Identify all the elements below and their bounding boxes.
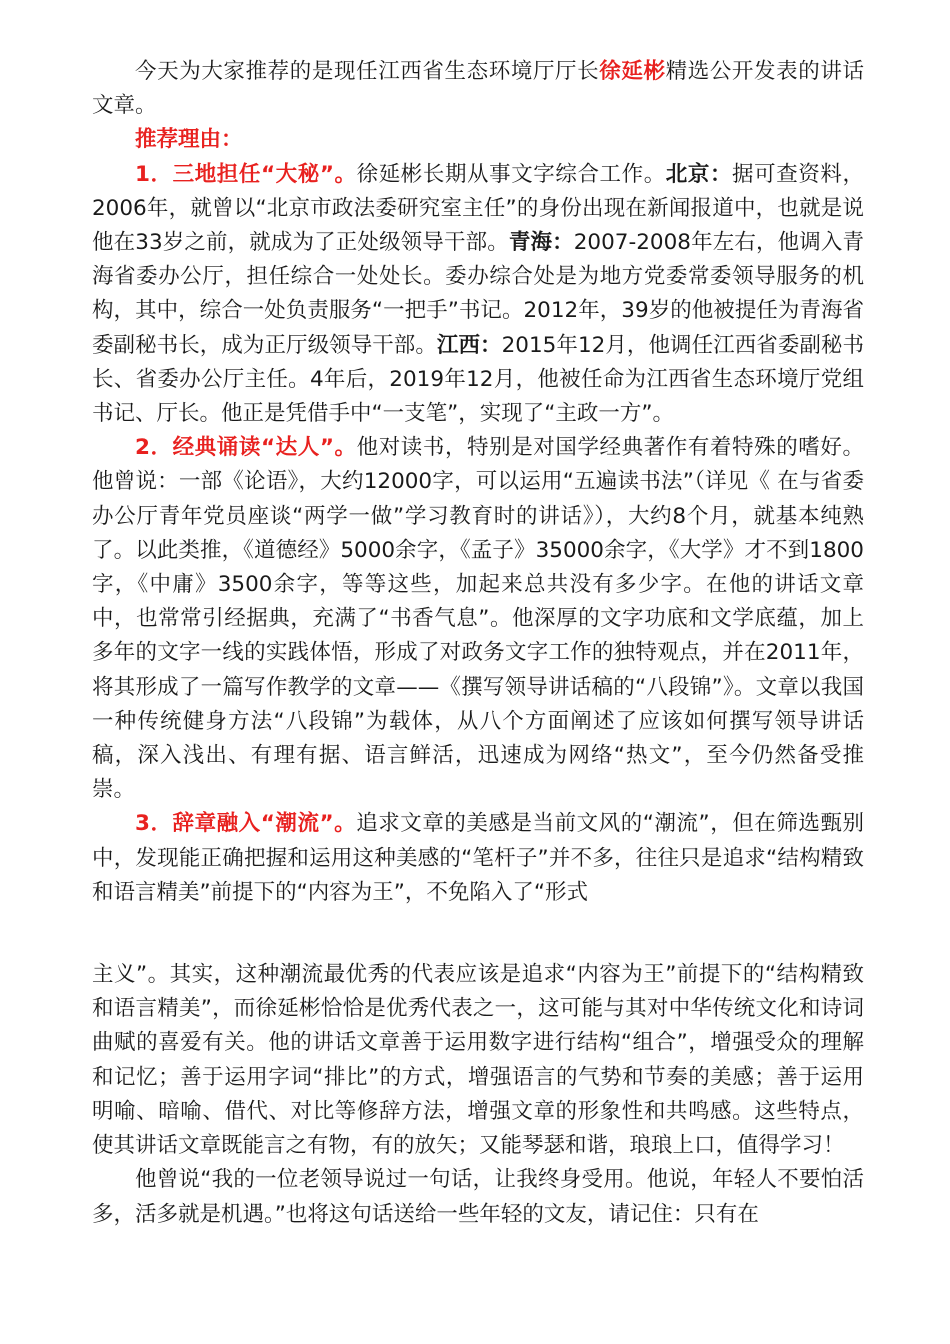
point-1-paragraph xyxy=(92,158,864,432)
point-2-title: 2．经典诵读“达人”。 xyxy=(135,435,357,461)
reason-heading-paragraph xyxy=(92,123,864,157)
intro-text: 今天为大家推荐的是现任江西省生态环境厅厅长 xyxy=(135,59,600,84)
document-body xyxy=(92,55,864,1232)
location-qinghai: 青海： xyxy=(508,230,574,256)
location-beijing: 北京： xyxy=(665,161,733,187)
point-3-continued-text: 主义”。其实，这种潮流最优秀的代表应该是追求“内容为王”前提下的“结构精致和语言精美”，而徐延彬恰恰是优秀代表之一，这可能与其对中华传统文化和诗词曲赋的喜爱有关。他的讲话文章善于运用数字进行结构“组合”，增强受众的理解和记忆；善于运用字词“排比”的方式，增强语言的气势和节奏的美感；善于运用明喻、暗喻、借代、对比等修辞方法，增强文章的形象性和共鸣感。这些特点，使其讲话文章既能言之有物，有的放矢；又能琴瑟和谐，琅琅上口，值得学习！ xyxy=(92,962,864,1159)
closing-paragraph xyxy=(92,1163,864,1231)
page-break-gap xyxy=(92,910,864,958)
point-1-text-qinghai: 2007-2008年左右，他调入青海省委办公厅，担任综合一处处长。委办综合处是为地方党委常委领导服务的机构，其中，综合一处负责服务“一把手”书记。2012年，39岁的他被提任为青海省委副秘书长，成为正厅级领导干部。 xyxy=(92,230,864,358)
point-2-paragraph xyxy=(92,431,864,807)
point-3-title: 3．辞章融入“潮流”。 xyxy=(135,811,357,837)
highlighted-name: 徐延彬 xyxy=(599,59,666,84)
point-1-text-jiangxi: 2015年12月，他调任江西省委副秘书长、省委办公厅主任。4年后，2019年12月，他被任命为江西省生态环境厅党组书记、厅长。他正是凭借手中“一支笔”，实现了“主政一方”。 xyxy=(92,332,864,427)
point-2-text: 他对读书，特别是对国学经典著作有着特殊的嗜好。他曾说：一部《论语》，大约12000字，可以运用“五遍读书法”（详见《 在与省委办公厅青年党员座谈“两学一做”学习教育时的讲话》），大约8个月，就基本纯熟了。以此类推，《道德经》5000余字，《孟子》35000余字，《大学》才不到1800字，《中庸》3500余字，等等这些，加起来总共没有多少字。在他的讲话文章中，也常常引经据典，充满了“书香气息”。他深厚的文字功底和文学底蕴，加上多年的文字一线的实践体悟，形成了对政务文字工作的独特观点，并在2011年，将其形成了一篇写作教学的文章——《撰写领导讲话稿的“八段锦”》。文章以我国一种传统健身方法“八段锦”为载体，从八个方面阐述了应该如何撰写领导讲话稿，深入浅出、有理有据、语言鲜活，迅速成为网络“热文”，至今仍然备受推崇。 xyxy=(92,435,864,803)
point-3-paragraph xyxy=(92,807,864,910)
point-3-continued-paragraph xyxy=(92,958,864,1163)
location-jiangxi: 江西： xyxy=(436,332,502,358)
reason-heading: 推荐理由： xyxy=(135,127,243,153)
closing-text: 他曾说“我的一位老领导说过一句话，让我终身受用。他说，年轻人不要怕活多，活多就是机遇。”也将这句话送给一些年轻的文友，请记住：只有在 xyxy=(92,1167,864,1227)
point-1-title: 1．三地担任“大秘”。 xyxy=(135,161,357,187)
intro-paragraph xyxy=(92,55,864,123)
point-3-text: 追求文章的美感是当前文风的“潮流”，但在筛选甄别中，发现能正确把握和运用这种美感的“笔杆子”并不多，往往只是追求“结构精致和语言精美”前提下的“内容为王”，不免陷入了“形式 xyxy=(92,811,864,905)
point-1-text-beijing: 据可查资料，2006年，就曾以“北京市政法委研究室主任”的身份出现在新闻报道中，也就是说他在33岁之前，就成为了正处级领导干部。 xyxy=(92,161,864,256)
point-1-text: 徐延彬长期从事文字综合工作。 xyxy=(356,161,666,187)
intro-text-end: 精选公开发表的讲话文章。 xyxy=(92,59,864,119)
